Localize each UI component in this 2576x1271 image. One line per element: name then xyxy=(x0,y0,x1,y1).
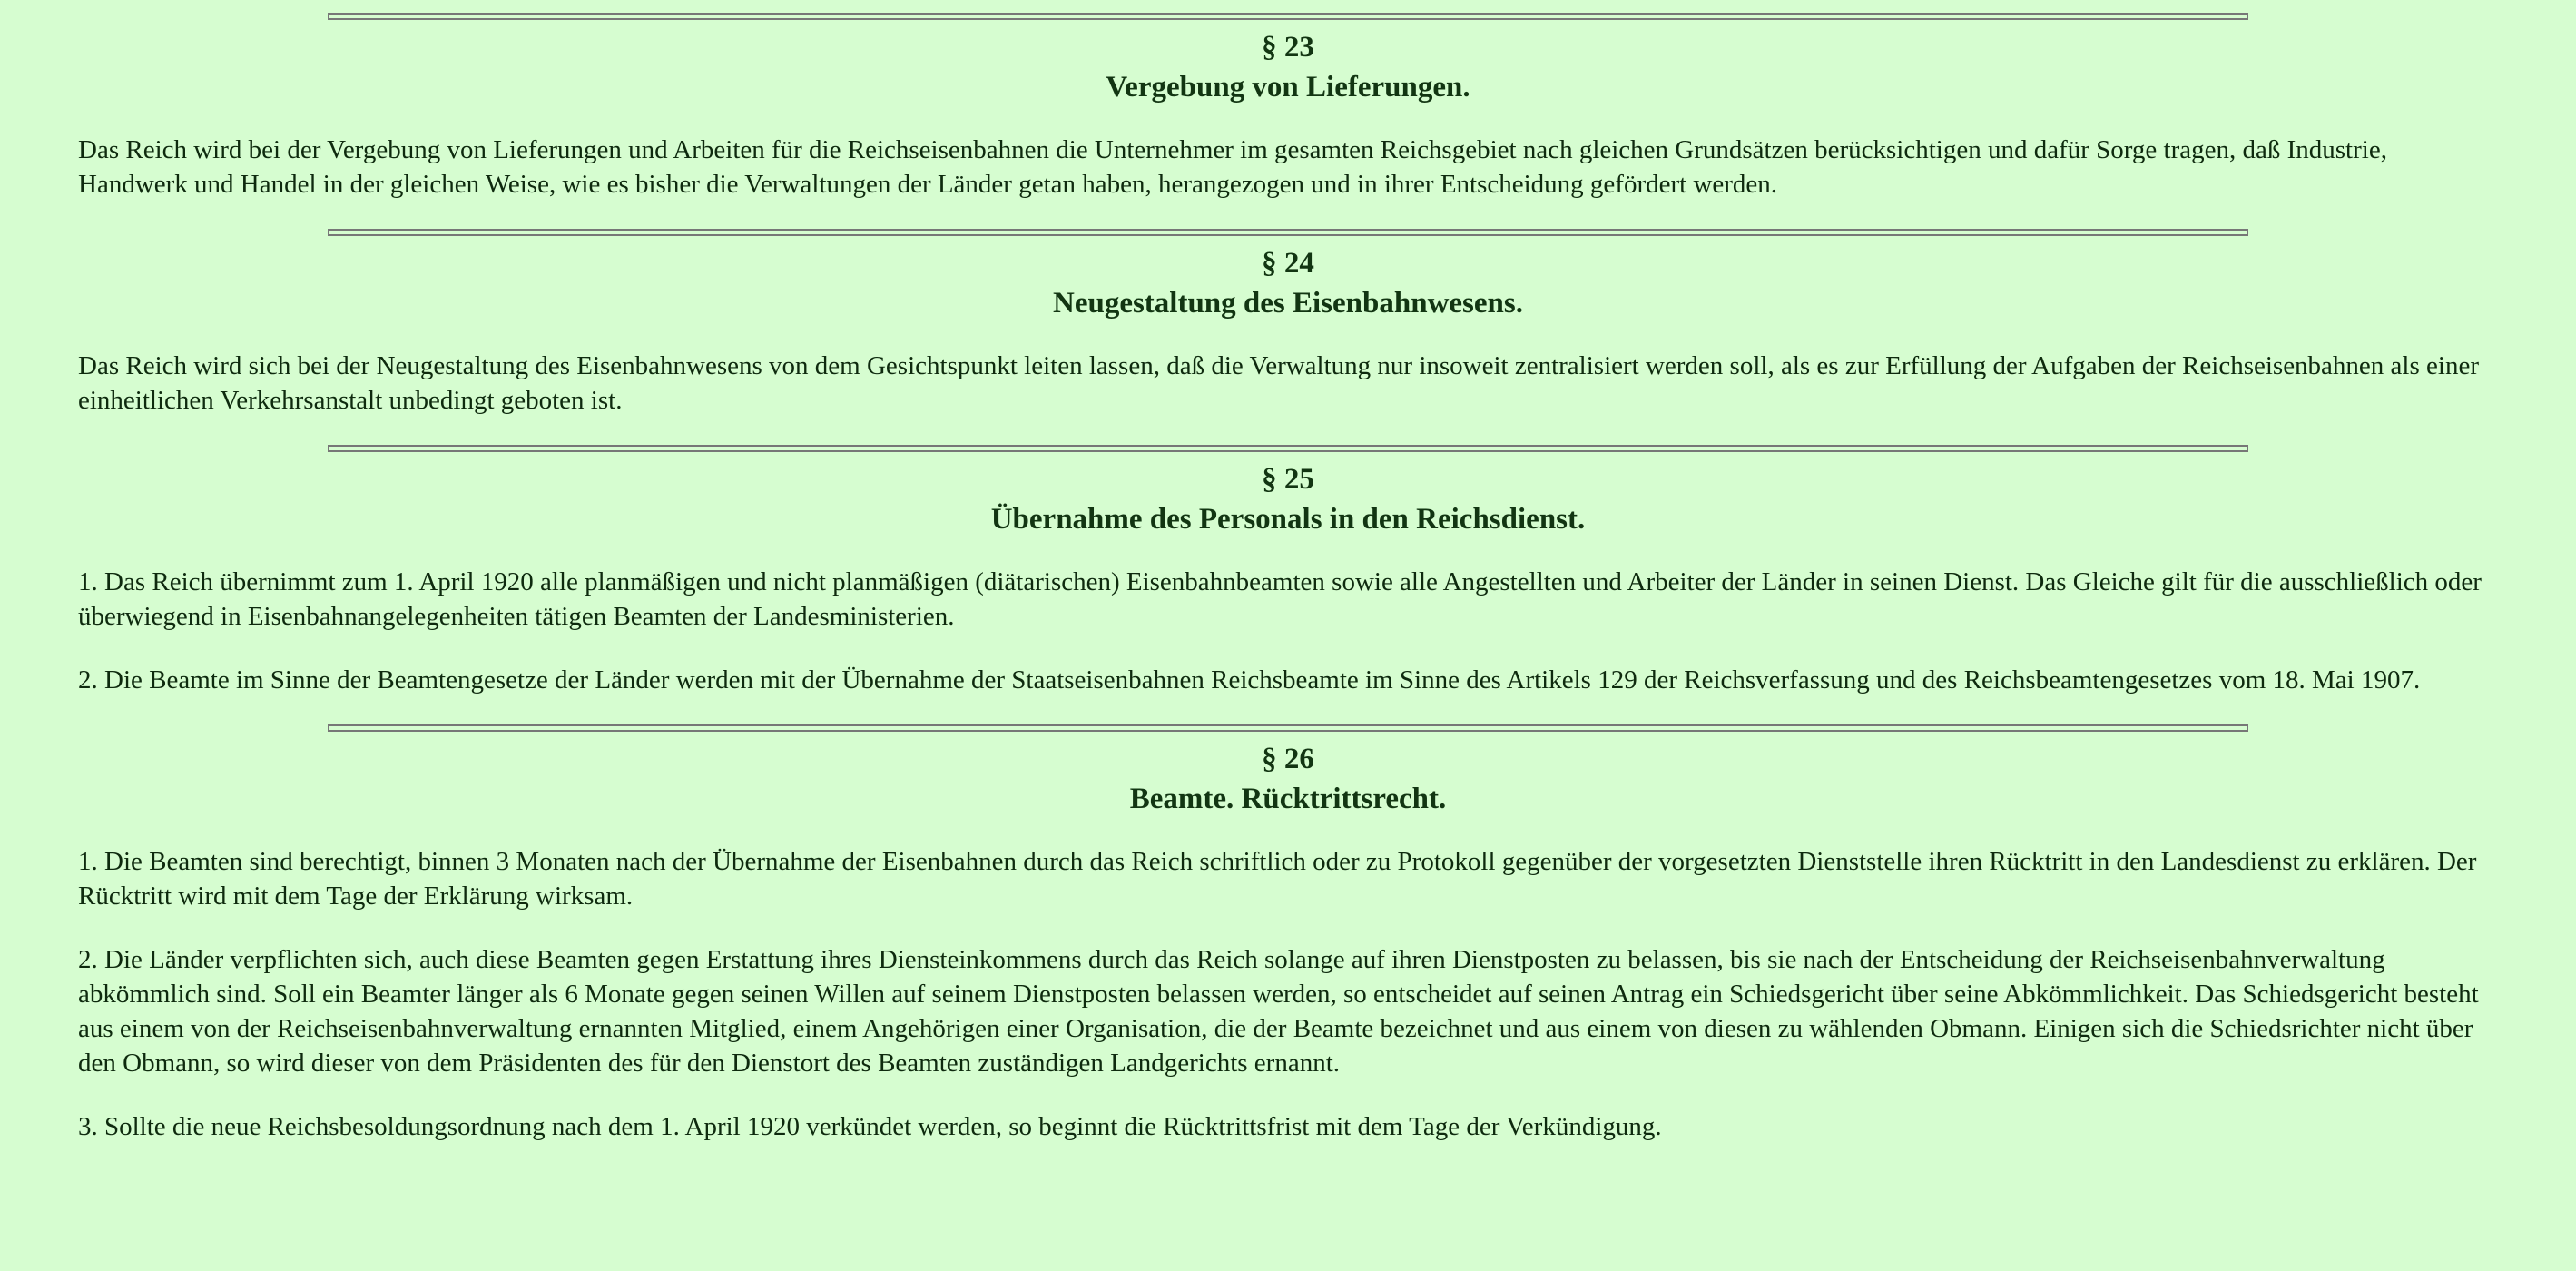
document-page xyxy=(0,13,2576,1144)
section-title: Neugestaltung des Eisenbahnwesens. xyxy=(1052,287,1523,320)
paragraph: Das Reich wird sich bei der Neugestaltung des Eisenbahnwesens von dem Gesichtspunkt leiten lassen, daß die Verwaltung nur insoweit zentralisiert werden soll, als es zur Erfüllung der Aufgaben der Reichseisenbahnen als einer einheitlichen Verkehrsanstalt unbedingt geboten ist. xyxy=(78,351,2479,415)
paragraph: Das Reich wird bei der Vergebung von Lieferungen und Arbeiten für die Reichseisenbahnen die Unternehmer im gesamten Reichsgebiet nach gleichen Grundsätzen berücksichtigen und dafür Sorge tragen, daß Industrie, Handwerk und Handel in der gleichen Weise, wie es bisher die Verwaltungen der Länder getan haben, herangezogen und in ihrer Entscheidung gefördert werden. xyxy=(78,135,2387,199)
section-divider xyxy=(328,229,2248,236)
section-heading xyxy=(78,459,2498,539)
section-divider xyxy=(328,724,2248,732)
section-number: § 26 xyxy=(1262,743,1314,775)
section-title: Vergebung von Lieferungen. xyxy=(1106,71,1470,103)
section-25 xyxy=(78,459,2498,697)
section-heading xyxy=(78,243,2498,323)
section-26 xyxy=(78,739,2498,1144)
paragraph: 2. Die Beamte im Sinne der Beamtengesetze der Länder werden mit der Übernahme der Staatseisenbahnen Reichsbeamte im Sinne des Artikels 129 der Reichsverfassung und des Reichsbeamtengesetzes vom 18. Mai 1907. xyxy=(78,665,2421,695)
section-divider xyxy=(328,13,2248,20)
paragraph: 1. Das Reich übernimmt zum 1. April 1920 alle planmäßigen und nicht planmäßigen (diätarischen) Eisenbahnbeamten sowie alle Angestellten und Arbeiter der Länder in seinen Dienst. Das Gleiche gilt für die ausschließlich oder überwiegend in Eisenbahnangelegenheiten tätigen Beamten der Landesministerien. xyxy=(78,567,2482,631)
section-heading xyxy=(78,739,2498,819)
section-divider xyxy=(328,445,2248,452)
section-number: § 24 xyxy=(1262,247,1314,280)
paragraph: 1. Die Beamten sind berechtigt, binnen 3 Monaten nach der Übernahme der Eisenbahnen durch das Reich schriftlich oder zu Protokoll gegenüber der vorgesetzten Dienststelle ihren Rücktritt in den Landesdienst zu erklären. Der Rücktritt wird mit dem Tage der Erklärung wirksam. xyxy=(78,847,2477,911)
section-title: Übernahme des Personals in den Reichsdienst. xyxy=(990,503,1586,536)
section-title: Beamte. Rücktrittsrecht. xyxy=(1129,783,1447,815)
section-23 xyxy=(78,27,2498,202)
section-number: § 25 xyxy=(1262,463,1314,496)
paragraph: 2. Die Länder verpflichten sich, auch diese Beamten gegen Erstattung ihres Diensteinkommens durch das Reich solange auf ihren Dienstposten zu belassen, bis sie nach der Entscheidung der Reichseisenbahnverwaltung abkömmlich sind. Soll ein Beamter länger als 6 Monate gegen seinen Willen auf seinem Dienstposten belassen werden, so entscheidet auf seinen Antrag ein Schiedsgericht über seine Abkömmlichkeit. Das Schiedsgericht besteht aus einem von der Reichseisenbahnverwaltung ernannten Mitglied, einem Angehörigen einer Organisation, die der Beamte bezeichnet und aus einem von diesen zu wählenden Obmann. Einigen sich die Schiedsrichter nicht über den Obmann, so wird dieser von dem Präsidenten des für den Dienstort des Beamten zuständigen Landgerichts ernannt. xyxy=(78,945,2479,1078)
section-24 xyxy=(78,243,2498,418)
section-heading xyxy=(78,27,2498,107)
section-number: § 23 xyxy=(1262,31,1314,64)
paragraph: 3. Sollte die neue Reichsbesoldungsordnung nach dem 1. April 1920 verkündet werden, so beginnt die Rücktrittsfrist mit dem Tage der Verkündigung. xyxy=(78,1112,1662,1141)
